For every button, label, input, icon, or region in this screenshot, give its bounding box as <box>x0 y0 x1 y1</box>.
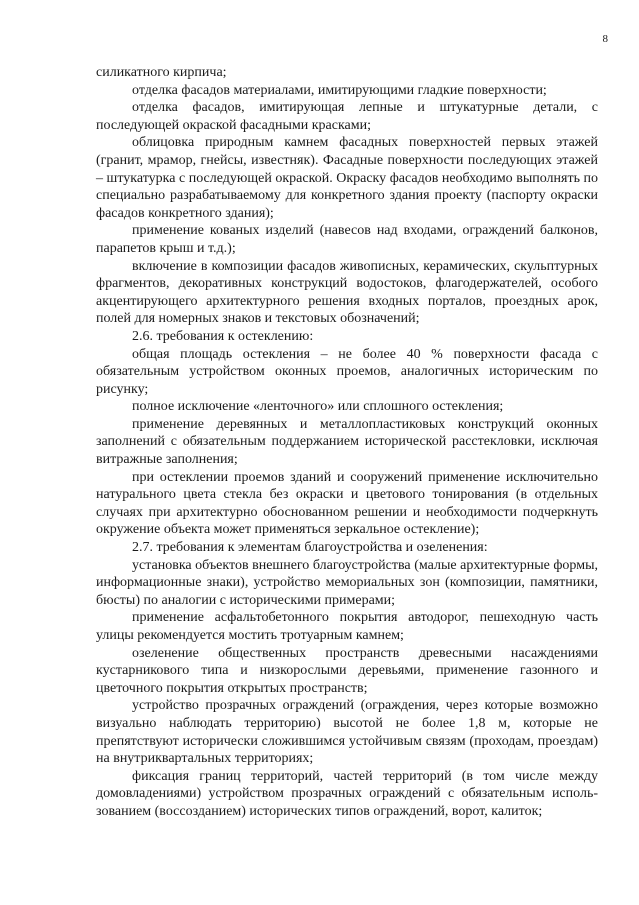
paragraph: фиксация границ территорий, частей территорий (в том числе между домовладениями) устройством прозрачных ограждений с обязательным использованием (воссозданием) исторических типов ограждений, ворот, калиток; <box>96 768 598 819</box>
section-heading: 2.6. требования к остеклению: <box>132 328 314 344</box>
page-number: 8 <box>602 33 608 45</box>
document-body <box>96 64 598 821</box>
section-heading: 2.7. требования к элементам благоустройства и озеленения: <box>132 540 488 556</box>
paragraph: применение кованых изделий (навесов над входами, ограждений балконов, парапетов крыш и т.д.); <box>96 223 598 256</box>
paragraph: применение деревянных и металлопластиковых конструкций оконных заполнений с обязательным поддержанием исторической расстекловки, исключая витражные заполнения; <box>96 416 598 468</box>
paragraph: установка объектов внешнего благоустройства (малые архитектурные формы, информационные знаки), устройство мемориальных зон (композиции, памятники, бюсты) по аналогии с историческими примерами; <box>96 557 598 608</box>
paragraph: общая площадь остекления – не более 40 % поверхности фасада с обязательным устройством оконных проемов, аналогичных историческим по рисунку; <box>96 346 598 397</box>
paragraph: устройство прозрачных ограждений (ограждения, через которые возможно визуально наблюдать территорию) высотой не более 1,8 м, которые не препятствуют исторически сложившимся устойчивым связям (проходам, проездам) на внутриквартальных территориях; <box>96 698 598 767</box>
paragraph: силикатного кирпича; <box>96 65 227 80</box>
paragraph: озеленение общественных пространств древесными насаждениями кустарникового типа и низкорослыми деревьями, применение газонного и цветочного покрытия открытых пространств; <box>96 645 598 696</box>
paragraph: отделка фасадов материалами, имитирующими гладкие поверхности; <box>132 82 547 98</box>
paragraph: отделка фасадов, имитирующая лепные и штукатурные детали, с последующей окраской фасадными красками; <box>96 100 598 133</box>
paragraph: при остеклении проемов зданий и сооружений применение исключительно натурального цвета стекла без окраски и цветового тонирования (в отдельных случаях при архитектурно обоснованном решении и необходимости подчеркнуть окружение объекта может применяться зеркальное остекление); <box>96 469 598 538</box>
paragraph: применение асфальтобетонного покрытия автодорог, пешеходную часть улицы рекомендуется мостить тротуарным камнем; <box>96 610 598 643</box>
paragraph: включение в композиции фасадов живописных, керамических, скульптурных фрагментов, декоративных конструкций водостоков, флагодержателей, особого акцентирующего архитектурного решения входных порталов, проездных арок, полей для номерных знаков и текстовых обозначений; <box>96 258 598 327</box>
paragraph: облицовка природным камнем фасадных поверхностей первых этажей (гранит, мрамор, гнейсы, известняк). Фасадные поверхности последующих этажей – штукатурка с последующей окраской. Окраску фасадов необходимо выполнять по специально разрабатываемому для конкретного здания проекту (паспорту окраски фасадов конкретного здания); <box>96 135 598 221</box>
paragraph: полное исключение «ленточного» или сплошного остекления; <box>132 399 504 415</box>
